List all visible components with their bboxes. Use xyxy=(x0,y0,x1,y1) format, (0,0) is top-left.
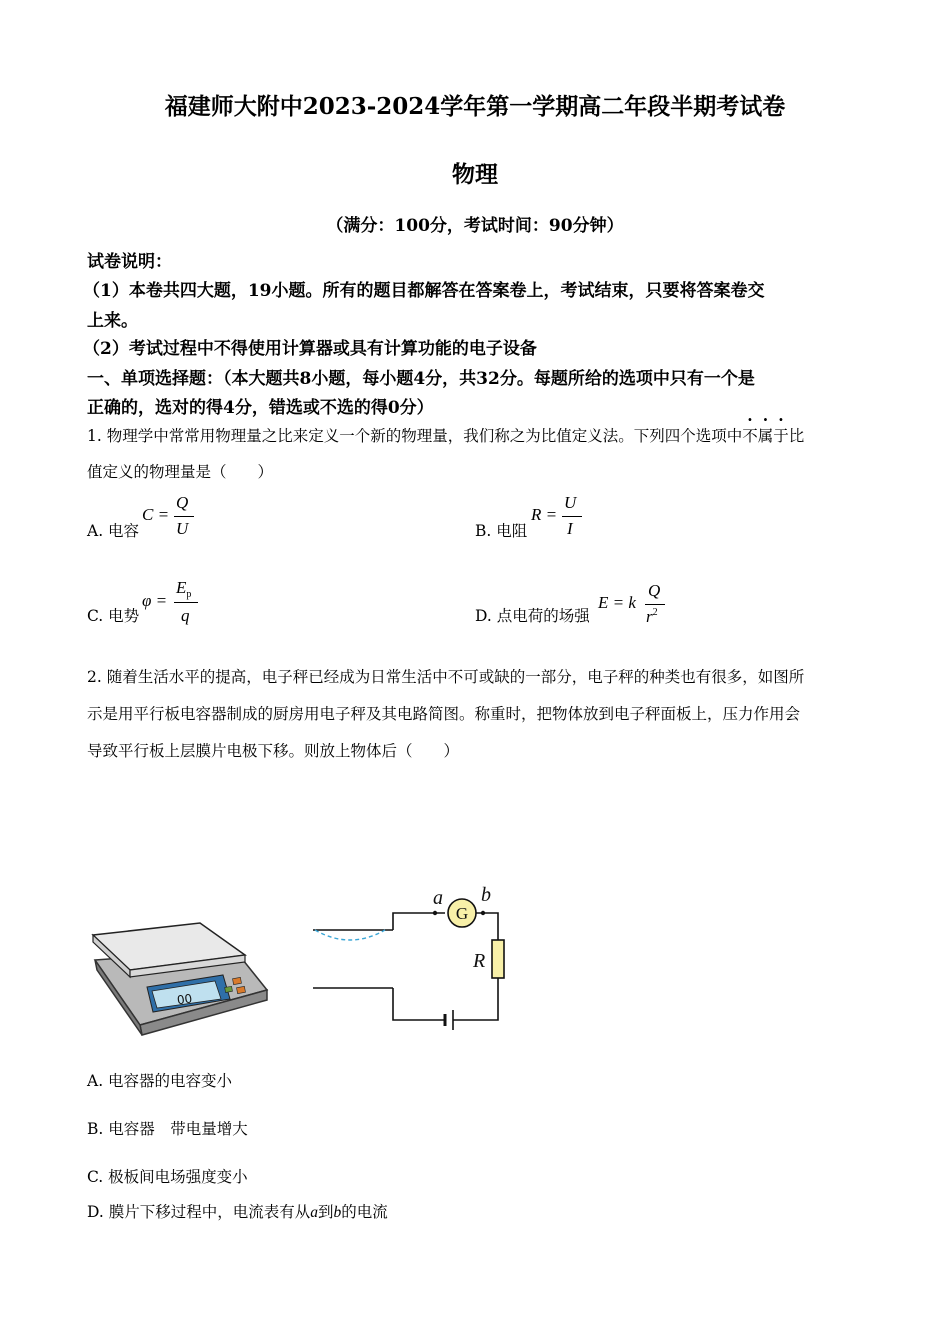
exam-title: 福建师大附中2023-2024学年第一学期高二年段半期考试卷 xyxy=(164,93,786,120)
resistor-icon xyxy=(492,940,504,978)
galvanometer-label: G xyxy=(455,904,469,923)
q2-option-b: B. 电容器 带电量增大 xyxy=(87,1120,248,1138)
q1-option-c-label: C. 电势 xyxy=(87,607,140,625)
q2-option-a: A. 电容器的电容变小 xyxy=(87,1072,233,1090)
q1-option-d-label: D. 点电荷的场强 xyxy=(475,607,590,625)
exam-info: （满分：100分，考试时间：90分钟） xyxy=(326,216,624,236)
q1-option-a-label: A. 电容 xyxy=(87,522,140,540)
instruction-1a: （1）本卷共四大题，19小题。所有的题目都解答在答案卷上，考试结束，只要将答案卷交 xyxy=(83,281,765,301)
scale-display-text: 00 xyxy=(176,991,194,1008)
circuit-diagram xyxy=(305,880,520,1040)
resistor-label: R xyxy=(473,950,486,972)
q1-stem-line-b: 值定义的物理量是（ ） xyxy=(87,463,274,481)
instruction-2: （2）考试过程中不得使用计算器或具有计算功能的电子设备 xyxy=(83,339,537,359)
electronic-scale-image xyxy=(85,915,275,1040)
q2-option-d: D. 膜片下移过程中，电流表有从a到b的电流 xyxy=(87,1203,388,1221)
q2-stem-line-b: 示是用平行板电容器制成的厨房用电子秤及其电路简图。称重时，把物体放到电子秤面板上，压力作用会 xyxy=(87,705,801,723)
section1-heading-a: 一、单项选择题：（本大题共8小题，每小题4分，共32分。每题所给的选项中只有一个是 xyxy=(87,369,755,389)
q1-option-b-label: B. 电阻 xyxy=(475,522,528,540)
q1-stem-line-a: 1. 物理学中常常用物理量之比来定义一个新的物理量，我们称之为比值定义法。下列四个选项中不属于比 xyxy=(87,427,805,445)
section1-heading-b: 正确的，选对的得4分，错选或不选的得0分） xyxy=(87,398,434,418)
node-label-b: b xyxy=(481,884,491,906)
instructions-heading: 试卷说明： xyxy=(87,252,172,272)
q2-stem-line-a: 2. 随着生活水平的提高，电子秤已经成为日常生活中不可或缺的一部分，电子秤的种类也有很多，如图所 xyxy=(87,668,805,686)
subject-title: 物理 xyxy=(452,161,498,188)
node-label-a: a xyxy=(433,887,443,909)
membrane-deflection-curve xyxy=(315,930,385,940)
q2-stem-line-c: 导致平行板上层膜片电极下移。则放上物体后（ ） xyxy=(87,742,460,760)
instruction-1b: 上来。 xyxy=(87,311,138,331)
q2-option-c: C. 极板间电场强度变小 xyxy=(87,1168,248,1186)
